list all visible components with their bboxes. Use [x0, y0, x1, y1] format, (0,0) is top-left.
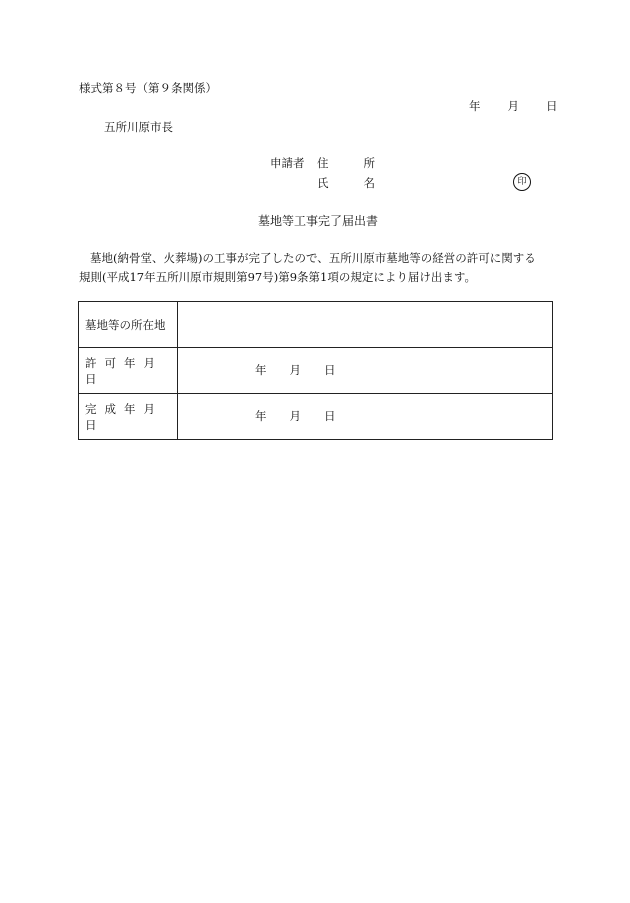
- table-row: [79, 302, 553, 348]
- completion-date-field[interactable]: [178, 394, 553, 440]
- table-row: [79, 348, 553, 394]
- body-line-2: 規則(平成17年五所川原市規則第97号)第9条第1項の規定により届け出ます。: [79, 270, 476, 284]
- completion-year-label: 年: [255, 409, 267, 423]
- addressee: 五所川原市長: [104, 120, 173, 134]
- form-number: 様式第８号（第９条関係）: [79, 81, 217, 95]
- completion-month-label: 月: [289, 409, 301, 423]
- completion-date-label-text: 完成年月日: [85, 401, 163, 432]
- address-label-char-1: 住: [317, 156, 329, 170]
- applicant-label: 申請者: [270, 156, 305, 170]
- body-text: [79, 249, 554, 287]
- name-label-char-2: 名: [363, 176, 375, 190]
- completion-day-label: 日: [324, 409, 336, 423]
- location-field[interactable]: [178, 302, 553, 348]
- completion-date-ymd: [255, 409, 336, 423]
- permit-year-label: 年: [255, 363, 267, 377]
- permit-date-label: [79, 348, 178, 394]
- permit-date-label-text: 許可年月日: [85, 355, 163, 386]
- address-label-char-2: 所: [363, 156, 375, 170]
- permit-day-label: 日: [324, 363, 336, 377]
- table-row: [79, 394, 553, 440]
- permit-date-ymd: [255, 363, 336, 377]
- body-line-1: 墓地(納骨堂、火葬場)の工事が完了したので、五所川原市墓地等の経営の許可に関する: [90, 251, 536, 265]
- completion-date-label: [79, 394, 178, 440]
- document-title: 墓地等工事完了届出書: [258, 214, 379, 228]
- details-table: [78, 301, 553, 440]
- address-label: [317, 156, 375, 170]
- date-month-label: 月: [507, 99, 519, 113]
- seal-mark: 印: [513, 173, 531, 191]
- permit-date-field[interactable]: [178, 348, 553, 394]
- location-label: 墓地等の所在地: [79, 302, 178, 348]
- permit-month-label: 月: [289, 363, 301, 377]
- name-label-char-1: 氏: [317, 176, 329, 190]
- date-day-label: 日: [546, 99, 558, 113]
- name-label: [317, 176, 375, 190]
- date-year-label: 年: [469, 99, 481, 113]
- submission-date: [469, 99, 558, 113]
